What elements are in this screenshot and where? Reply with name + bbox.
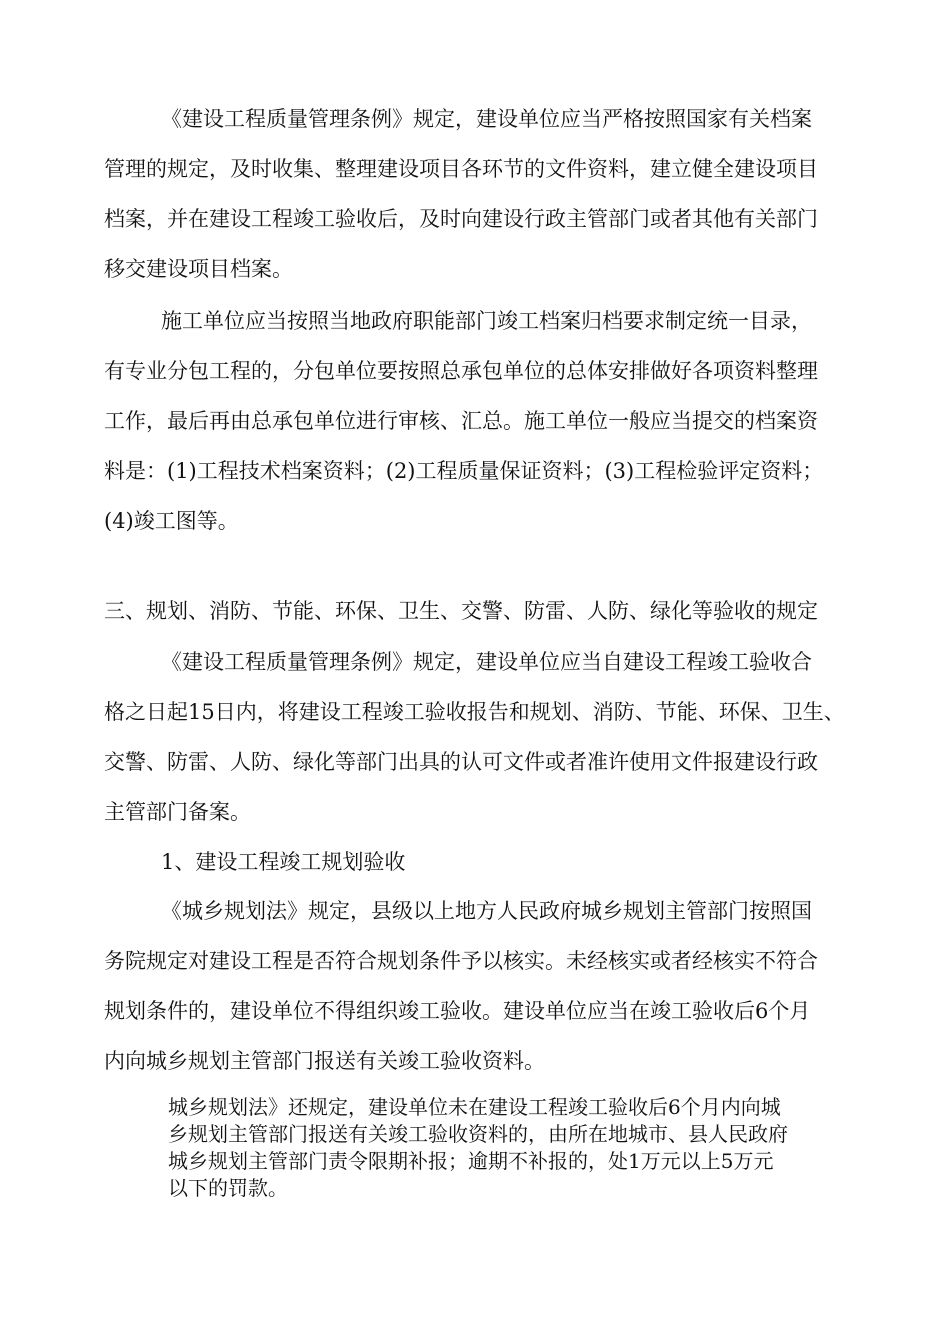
text-line: 《建设工程质量管理条例》规定，建设单位应当严格按照国家有关档案 xyxy=(161,107,812,131)
text-line: 移交建设项目档案。 xyxy=(104,257,293,281)
text-line: 乡规划主管部门报送有关竣工验收资料的，由所在地城市、县人民政府 xyxy=(168,1122,788,1146)
paragraph-archive-regulation xyxy=(104,94,884,294)
paragraph-penalty xyxy=(168,1094,888,1202)
section-3-heading xyxy=(104,586,884,636)
heading-text: 三、规划、消防、节能、环保、卫生、交警、防雷、人防、绿化等验收的规定 xyxy=(104,599,818,623)
text-line: 档案，并在建设工程竣工验收后，及时向建设行政主管部门或者其他有关部门 xyxy=(104,207,818,231)
text-line: 城乡规划法》还规定，建设单位未在建设工程竣工验收后6个月内向城 xyxy=(168,1095,781,1119)
text-line: 《城乡规划法》规定，县级以上地方人民政府城乡规划主管部门按照国 xyxy=(161,899,812,923)
text-line: 务院规定对建设工程是否符合规划条件予以核实。未经核实或者经核实不符合 xyxy=(104,949,818,973)
text-line: 内向城乡规划主管部门报送有关竣工验收资料。 xyxy=(104,1049,545,1073)
text-line: 《建设工程质量管理条例》规定，建设单位应当自建设工程竣工验收合 xyxy=(161,650,812,674)
paragraph-filing-regulation xyxy=(104,637,884,837)
subsection-1-heading xyxy=(104,837,884,887)
text-line: 料是：(1)工程技术档案资料；(2)工程质量保证资料；(3)工程检验评定资料； xyxy=(104,459,824,483)
text-line: 规划条件的，建设单位不得组织竣工验收。建设单位应当在竣工验收后6个月 xyxy=(104,999,811,1023)
text-line: 有专业分包工程的，分包单位要按照总承包单位的总体安排做好各项资料整理 xyxy=(104,359,818,383)
text-line: 以下的罚款。 xyxy=(168,1176,288,1200)
text-line: 工作，最后再由总承包单位进行审核、汇总。施工单位一般应当提交的档案资 xyxy=(104,409,818,433)
text-line: 交警、防雷、人防、绿化等部门出具的认可文件或者准许使用文件报建设行政 xyxy=(104,750,818,774)
paragraph-planning-law xyxy=(104,886,884,1086)
text-line: 施工单位应当按照当地政府职能部门竣工档案归档要求制定统一目录， xyxy=(161,309,812,333)
text-line: 格之日起15日内，将建设工程竣工验收报告和规划、消防、节能、环保、卫生、 xyxy=(104,700,845,724)
text-line: (4)竣工图等。 xyxy=(104,509,239,533)
paragraph-contractor-archives xyxy=(104,296,884,546)
heading-text: 1、建设工程竣工规划验收 xyxy=(161,850,406,874)
text-line: 管理的规定，及时收集、整理建设项目各环节的文件资料，建立健全建设项目 xyxy=(104,157,818,181)
text-line: 城乡规划主管部门责令限期补报；逾期不补报的，处1万元以上5万元 xyxy=(168,1149,774,1173)
text-line: 主管部门备案。 xyxy=(104,800,251,824)
